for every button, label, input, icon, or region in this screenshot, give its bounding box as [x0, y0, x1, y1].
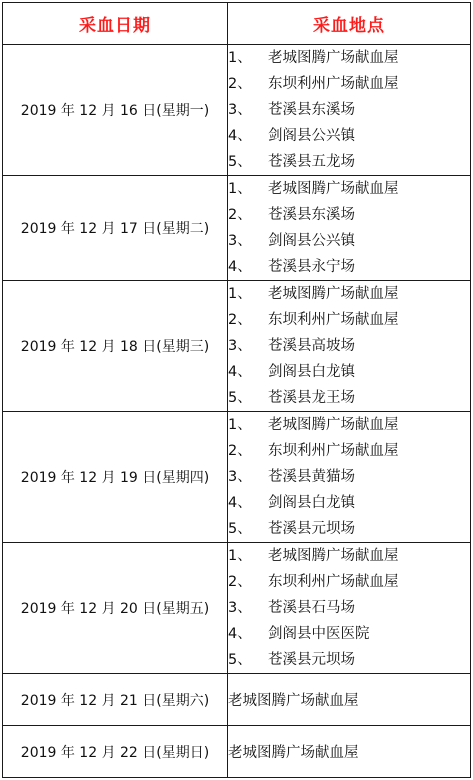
location-name: 苍溪县东溪场 — [268, 102, 355, 118]
location-name: 东坝利州广场献血屋 — [268, 312, 399, 328]
location-name: 剑阁县中医医院 — [268, 626, 370, 642]
location-item — [228, 123, 470, 149]
location-item — [228, 621, 470, 647]
location-number: 3、 — [228, 469, 252, 485]
location-number: 2、 — [228, 574, 252, 590]
location-number: 2、 — [228, 76, 252, 92]
location-item — [228, 569, 470, 595]
header-date: 采血日期 — [3, 3, 228, 45]
date-cell: 2019 年 12 月 19 日(星期四) — [3, 412, 228, 543]
place-cell — [228, 674, 471, 726]
table-row — [3, 543, 471, 674]
location-number: 1、 — [228, 50, 252, 66]
location-item — [228, 412, 470, 438]
location-name: 剑阁县公兴镇 — [268, 128, 355, 144]
place-cell — [228, 412, 471, 543]
date-cell: 2019 年 12 月 22 日(星期日) — [3, 726, 228, 778]
location-name: 苍溪县高坡场 — [268, 338, 355, 354]
location-number: 1、 — [228, 548, 252, 564]
location-name: 老城图腾广场献血屋 — [268, 548, 399, 564]
date-cell: 2019 年 12 月 21 日(星期六) — [3, 674, 228, 726]
location-name: 东坝利州广场献血屋 — [268, 574, 399, 590]
location-number: 4、 — [228, 495, 252, 511]
date-cell: 2019 年 12 月 18 日(星期三) — [3, 281, 228, 412]
date-cell: 2019 年 12 月 20 日(星期五) — [3, 543, 228, 674]
location-name: 老城图腾广场献血屋 — [268, 286, 399, 302]
table-row — [3, 176, 471, 281]
location-name: 剑阁县公兴镇 — [268, 233, 355, 249]
location-item — [228, 359, 470, 385]
location-number: 1、 — [228, 181, 252, 197]
place-cell — [228, 726, 471, 778]
location-item — [228, 464, 470, 490]
location-name: 东坝利州广场献血屋 — [268, 76, 399, 92]
place-cell — [228, 543, 471, 674]
place-cell — [228, 176, 471, 281]
location-item — [228, 543, 470, 569]
location-name: 苍溪县永宁场 — [268, 259, 355, 275]
location-item — [228, 281, 470, 307]
location-number: 2、 — [228, 207, 252, 223]
location-item — [228, 516, 470, 542]
location-item — [228, 490, 470, 516]
location-name: 苍溪县东溪场 — [268, 207, 355, 223]
location-item — [228, 595, 470, 621]
location-name: 东坝利州广场献血屋 — [268, 443, 399, 459]
location-name: 剑阁县白龙镇 — [268, 364, 355, 380]
location-item — [228, 228, 470, 254]
location-name: 苍溪县元坝场 — [268, 652, 355, 668]
header-place: 采血地点 — [228, 3, 471, 45]
location-number: 1、 — [228, 286, 252, 302]
location-item — [228, 149, 470, 175]
location-name: 老城图腾广场献血屋 — [268, 417, 399, 433]
location-number: 4、 — [228, 364, 252, 380]
location-item — [228, 647, 470, 673]
table-header-row — [3, 3, 471, 45]
table-row — [3, 45, 471, 176]
location-name: 老城图腾广场献血屋 — [268, 50, 399, 66]
place-cell — [228, 281, 471, 412]
location-number: 4、 — [228, 626, 252, 642]
location-number: 3、 — [228, 102, 252, 118]
location-item — [228, 385, 470, 411]
blood-collection-schedule-table — [2, 2, 471, 778]
place-cell — [228, 45, 471, 176]
location-name: 苍溪县石马场 — [268, 600, 355, 616]
table-row — [3, 412, 471, 543]
location-name: 苍溪县元坝场 — [268, 521, 355, 537]
location-item — [228, 202, 470, 228]
location-item — [228, 307, 470, 333]
location-name: 老城图腾广场献血屋 — [268, 181, 399, 197]
location-number: 2、 — [228, 443, 252, 459]
location-name: 苍溪县五龙场 — [268, 154, 355, 170]
table-row — [3, 281, 471, 412]
location-name: 老城图腾广场献血屋 — [228, 745, 359, 761]
location-number: 5、 — [228, 652, 252, 668]
location-name: 剑阁县白龙镇 — [268, 495, 355, 511]
location-name: 苍溪县黄猫场 — [268, 469, 355, 485]
location-name: 老城图腾广场献血屋 — [228, 693, 359, 709]
location-item — [228, 97, 470, 123]
location-item — [228, 333, 470, 359]
location-item — [228, 438, 470, 464]
location-item — [228, 176, 470, 202]
date-cell: 2019 年 12 月 17 日(星期二) — [3, 176, 228, 281]
location-number: 1、 — [228, 417, 252, 433]
location-item — [228, 71, 470, 97]
location-number: 3、 — [228, 233, 252, 249]
location-number: 5、 — [228, 521, 252, 537]
location-number: 2、 — [228, 312, 252, 328]
location-item — [228, 45, 470, 71]
table-row — [3, 726, 471, 778]
location-name: 苍溪县龙王场 — [268, 390, 355, 406]
location-number: 3、 — [228, 338, 252, 354]
location-number: 3、 — [228, 600, 252, 616]
location-number: 5、 — [228, 390, 252, 406]
table-row — [3, 674, 471, 726]
location-number: 5、 — [228, 154, 252, 170]
date-cell: 2019 年 12 月 16 日(星期一) — [3, 45, 228, 176]
location-number: 4、 — [228, 128, 252, 144]
location-number: 4、 — [228, 259, 252, 275]
location-item — [228, 254, 470, 280]
